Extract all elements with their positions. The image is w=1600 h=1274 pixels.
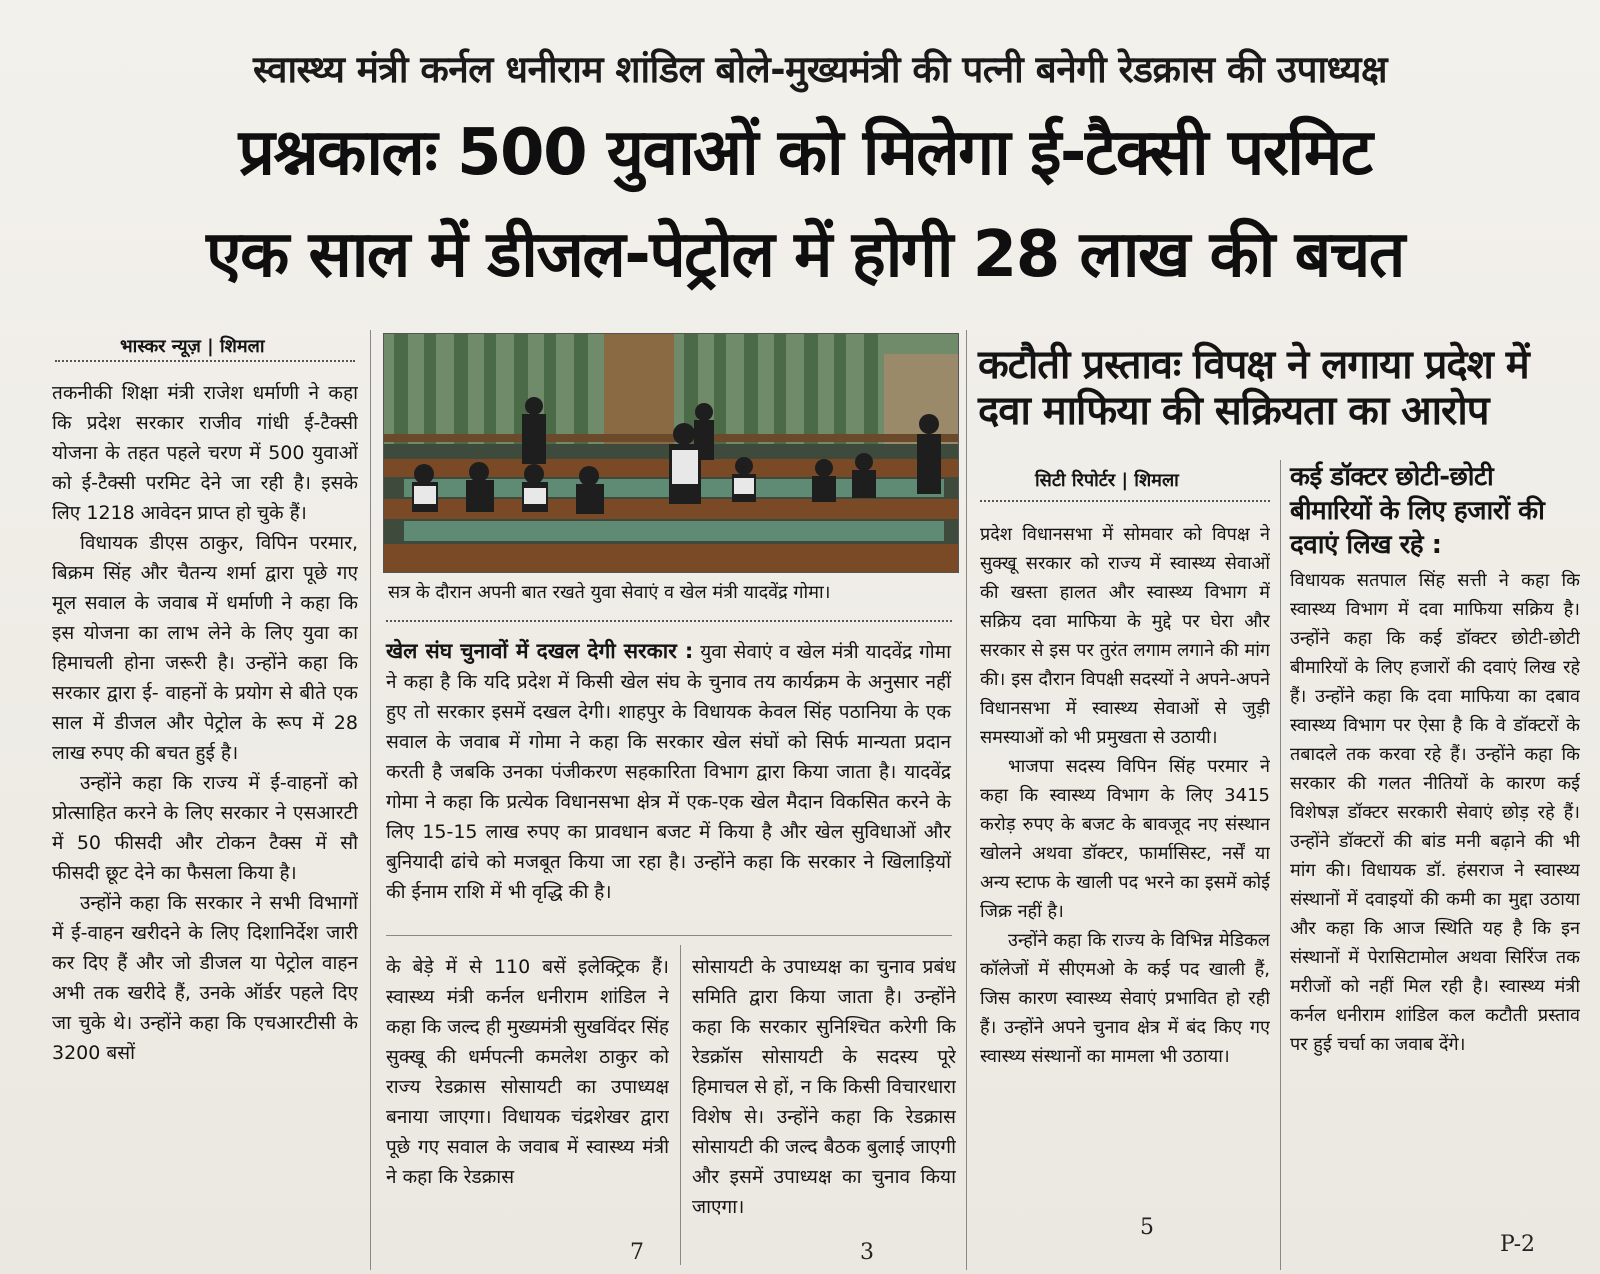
- continuation-text: के बेड़े में से 110 बसें इलेक्ट्रिक हैं। स्वास्थ्य मंत्री कर्नल धनीराम शांडिल ने कहा कि जल्द ही मुख्यमंत्री सुखविंदर सिंह सुक्खू की धर्मपत्नी कमलेश ठाकुर को राज्य रेडक्रास सोसायटी का उपाध्यक्ष बनाया जाएगा। विधायक चंद्रशेखर द्वारा पूछे गए सवाल के जवाब में स्वास्थ्य मंत्री ने कहा कि रेडक्रास: [386, 956, 669, 1188]
- side-story-column-2: [1290, 566, 1580, 1266]
- caption-divider: [386, 620, 952, 622]
- sports-body: युवा सेवाएं व खेल मंत्री यादवेंद्र गोमा ने कहा है कि यदि प्रदेश में किसी खेल संघ के चुनाव तय कार्यक्रम के अनुसार नहीं हुए तो सरकार इसमें दखल देगी। शाहपुर के विधायक केवल सिंह पठानिया के एक सवाल के जवाब में गोमा ने कहा कि सरकार खेल संघों को सिर्फ मान्यता प्रदान करती है जबकि उनका पंजीकरण सहकारिता विभाग द्वारा किया जाता है। यादवेंद्र गोमा ने कहा कि प्रत्येक विधानसभा क्षेत्र में एक-एक खेल मैदान विकसित करने के लिए 15-15 लाख रुपए का प्रावधान बजट में किया है और खेल सुविधाओं और बुनियादी ढांचे को मजबूत किया जा रहा है। उन्होंने कहा कि सरकार ने खिलाड़ियों की ईनाम राशि में भी वृद्धि की है।: [386, 641, 951, 903]
- side-story-headline: कटौती प्रस्तावः विपक्ष ने लगाया प्रदेश में दवा माफिया की सक्रियता का आरोप: [978, 342, 1529, 434]
- column-rule: [370, 330, 371, 1270]
- continuation-column-2: [692, 952, 956, 1268]
- assembly-photo: [383, 333, 959, 573]
- main-headline-line1: प्रश्नकालः 500 युवाओं को मिलेगा ई-टैक्सी परमिट: [238, 116, 1372, 190]
- main-paragraph: उन्होंने कहा कि राज्य में ई-वाहनों को प्रोत्साहित करने के लिए सरकार ने एसआरटी में 50 फीसदी और टोकन टैक्स में सौ फीसदी छूट देने का फैसला किया है।: [52, 772, 358, 884]
- main-story-column: [52, 378, 358, 1268]
- main-paragraph: तकनीकी शिक्षा मंत्री राजेश धर्माणी ने कहा कि प्रदेश सरकार राजीव गांधी ई-टैक्सी योजना के तहत पहले चरण में 500 युवाओं को ई-टैक्सी परमिट देने जा रही है। इसके लिए 1218 आवेदन प्राप्त हो चुके हैं।: [52, 382, 358, 524]
- continuation-text: सोसायटी के उपाध्यक्ष का चुनाव प्रबंध समिति द्वारा किया जाता है। उन्होंने कहा कि सरकार सुनिश्चित करेगी कि रेडक्रॉस सोसायटी के सदस्य पूरे हिमाचल से हों, न कि किसी विचारधारा विशेष से। उन्होंने कहा कि रेडक्रास सोसायटी की जल्द बैठक बुलाई जाएगी और इसमें उपाध्यक्ष का चुनाव किया जाएगा।: [692, 956, 956, 1218]
- side-inner-headline: कई डॉक्टर छोटी-छोटी बीमारियों के लिए हजारों की दवाएं लिख रहे :: [1290, 462, 1545, 560]
- column-rule: [680, 945, 681, 1265]
- photo-caption: सत्र के दौरान अपनी बात रखते युवा सेवाएं व खेल मंत्री यादवेंद्र गोमा।: [388, 582, 831, 603]
- continuation-column-1: [386, 952, 669, 1268]
- side-paragraph: भाजपा सदस्य विपिन सिंह परमार ने कहा कि स्वास्थ्य विभाग के लिए 3415 करोड़ रुपए के बजट के बावजूद नए संस्थान खोलने अथवा डॉक्टर, फार्मासिस्ट, नर्सें या अन्य स्टाफ के खाली पद भरने का इसमें कोई जिक्र नहीं है।: [980, 756, 1270, 922]
- kicker-headline: स्वास्थ्य मंत्री कर्नल धनीराम शांडिल बोले-मुख्यमंत्री की पत्नी बनेगी रेडक्रास की उपाध्यक्ष: [252, 48, 1388, 91]
- side-paragraph: विधायक सतपाल सिंह सत्ती ने कहा कि स्वास्थ्य विभाग में दवा माफिया सक्रिय है। उन्होंने कहा कि कई डॉक्टर छोटी-छोटी बीमारियों के लिए हजारों की दवाएं लिख रहे हैं। उन्होंने कहा कि दवा माफिया का दबाव स्वास्थ्य विभाग पर ऐसा है कि वे डॉक्टरों के तबादले तक करवा रहे हैं। उन्होंने कहा कि सरकार की गलत नीतियों के कारण कई विशेषज्ञ डॉक्टर सरकारी सेवाएं छोड़ रहे हैं। उन्होंने डॉक्टरों की बांड मनी बढ़ाने की भी मांग की। विधायक डॉ. हंसराज ने स्वास्थ्य संस्थानों में दवाइयों की कमी का मुद्दा उठाया और कहा कि आज स्थिति यह है कि इन संस्थानों में पेरासिटामोल अथवा सिरिंज तक मरीजों को नहीं मिल रही है। स्वास्थ्य मंत्री कर्नल धनीराम शांडिल कल कटौती प्रस्ताव पर हुई चर्चा का जवाब देंगे।: [1290, 570, 1580, 1055]
- main-byline: भास्कर न्यूज़ | शिमला: [120, 336, 265, 357]
- side-paragraph: उन्होंने कहा कि राज्य के विभिन्न मेडिकल कॉलेजों में सीएमओ के कई पद खाली हैं, जिस कारण स्वास्थ्य सेवाएं प्रभावित हो रही हैं। उन्होंने अपने चुनाव क्षेत्र में बंद किए गए स्वास्थ्य संस्थानों का मामला भी उठाया।: [980, 930, 1270, 1067]
- side-paragraph: प्रदेश विधानसभा में सोमवार को विपक्ष ने सुक्खू सरकार को राज्य में स्वास्थ्य सेवाओं की खस्ता हालत और स्वास्थ्य विभाग में सक्रिय दवा माफिया के मुद्दे पर घेरा और सरकार से इस पर तुरंत लगाम लगाने की मांग की। इस दौरान विपक्षी सदस्यों ने अपने-अपने विधानसभा में स्वास्थ्य सेवाओं से जुड़ी समस्याओं को भी प्रमुखता से उठायी।: [980, 524, 1270, 748]
- assembly-photo-illustration: [384, 334, 958, 572]
- side-byline: सिटी रिपोर्टर | शिमला: [1035, 470, 1179, 491]
- column-rule: [1280, 460, 1281, 1270]
- handwritten-mark: 5: [1140, 1215, 1154, 1240]
- main-paragraph: उन्होंने कहा कि सरकार ने सभी विभागों में ई-वाहन खरीदने के लिए दिशानिर्देश जारी कर दिए हैं और जो डीजल या पेट्रोल वाहन अभी तक खरीदे हैं, उनके ऑर्डर पहले दिए जा चुके थे। उन्होंने कहा कि एचआरटीसी के 3200 बसों: [52, 892, 358, 1064]
- handwritten-mark: 3: [860, 1240, 874, 1265]
- handwritten-mark: 7: [630, 1240, 644, 1265]
- byline-divider: [55, 360, 355, 362]
- handwritten-mark: P-2: [1500, 1232, 1536, 1257]
- sports-subhead: खेल संघ चुनावों में दखल देगी सरकार :: [386, 639, 694, 663]
- side-story-column-1: [980, 520, 1270, 1268]
- main-headline-line2: एक साल में डीजल-पेट्रोल में होगी 28 लाख की बचत: [206, 218, 1404, 292]
- column-rule: [966, 330, 967, 1270]
- sports-story: [386, 636, 951, 907]
- side-byline-divider: [980, 500, 1270, 502]
- section-divider: [386, 935, 952, 936]
- main-paragraph: विधायक डीएस ठाकुर, विपिन परमार, बिक्रम सिंह और चैतन्य शर्मा द्वारा पूछे गए मूल सवाल के जवाब में धर्माणी ने कहा कि इस योजना का लाभ लेने के लिए युवा का हिमाचली होना जरूरी है। उन्होंने कहा कि सरकार द्वारा ई- वाहनों के प्रयोग से बीते एक साल में डीजल और पेट्रोल के रूप में 28 लाख रुपए की बचत हुई है।: [52, 532, 358, 764]
